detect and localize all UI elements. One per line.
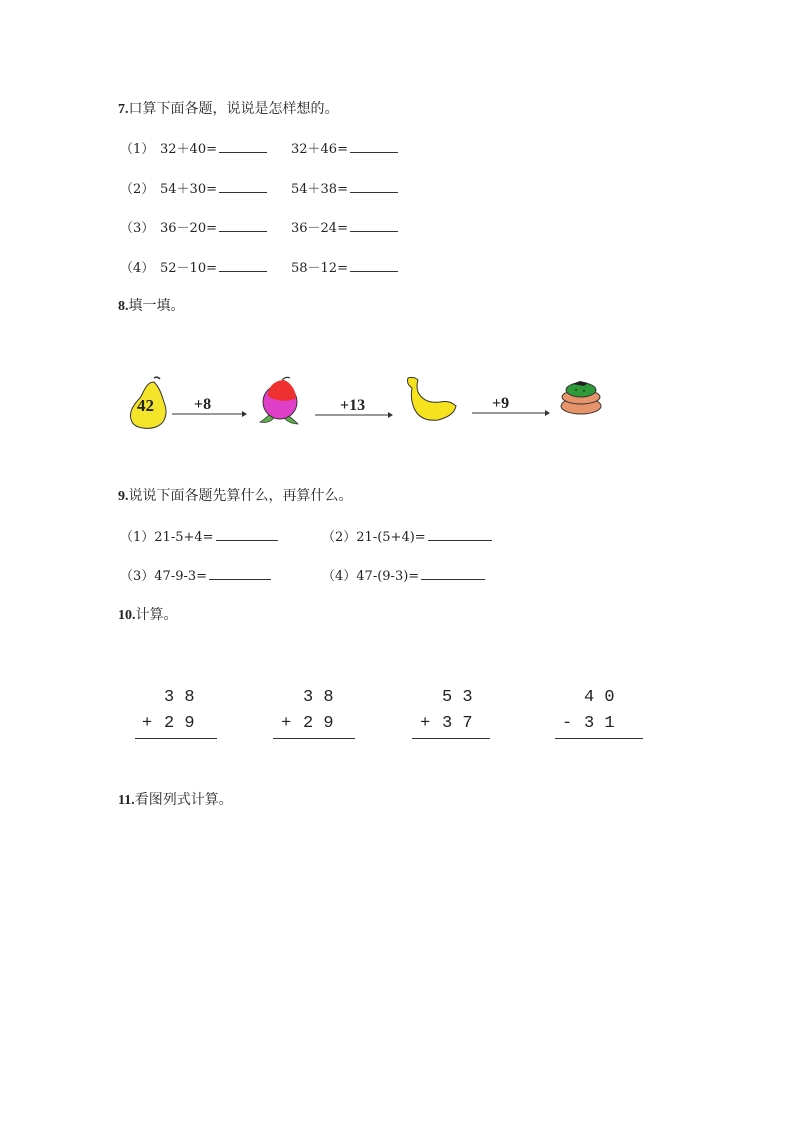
q9-number: 9. (118, 489, 129, 504)
addend-top: 5 3 (442, 688, 473, 707)
q10-number: 10. (118, 608, 136, 623)
q7-row-1 (120, 138, 398, 157)
q9-label: （2） (322, 530, 357, 545)
answer-blank[interactable] (219, 180, 267, 193)
q9-title (118, 485, 353, 505)
step-label: +13 (340, 397, 366, 414)
answer-blank[interactable] (428, 528, 492, 541)
difference-line (555, 738, 643, 739)
q7-expr: 54＋30= (160, 182, 217, 197)
answer-blank[interactable] (209, 567, 271, 580)
q7-title (118, 98, 339, 118)
q7-text: 口算下面各题，说说是怎样想的。 (128, 101, 339, 117)
answer-blank[interactable] (350, 219, 398, 232)
q9-row-2b (322, 565, 485, 584)
q7-row-label: （1） (120, 142, 155, 157)
pot-icon (558, 378, 604, 416)
q9-expr: 21-(5+4)= (356, 530, 426, 545)
operator: + (142, 714, 153, 733)
q7-number: 7. (118, 102, 129, 117)
q7-row-label: （2） (120, 182, 155, 197)
start-value: 42 (137, 396, 154, 415)
q9-label: （3） (120, 569, 155, 584)
q9-expr: 47-(9-3)= (356, 569, 420, 584)
q7-expr: 32＋40= (160, 142, 217, 157)
q7-expr: 52－10= (160, 261, 217, 276)
q8-title (118, 295, 185, 315)
q7-row-3 (120, 217, 398, 236)
q7-expr: 36－24= (290, 221, 348, 236)
banana-icon (402, 374, 458, 424)
q9-expr: 47-9-3= (154, 569, 208, 584)
q7-expr: 54＋38= (290, 182, 348, 197)
peach-icon (256, 376, 304, 428)
answer-blank[interactable] (350, 180, 398, 193)
addend-top: 3 8 (164, 688, 195, 707)
subtrahend: 3 1 (584, 714, 615, 733)
q7-row-label: （3） (120, 221, 155, 236)
arrow-1 (172, 410, 248, 418)
operator: - (562, 714, 573, 733)
q7-row-4 (120, 257, 398, 276)
addend-top: 3 8 (303, 688, 334, 707)
addend-bottom: 3 7 (442, 714, 473, 733)
q9-text: 说说下面各题先算什么，再算什么。 (128, 488, 353, 504)
answer-blank[interactable] (219, 259, 267, 272)
q11-title (118, 789, 233, 809)
q9-row-1b (322, 526, 492, 545)
sum-line (135, 738, 217, 739)
q8-number: 8. (118, 299, 129, 314)
addend-bottom: 2 9 (303, 714, 334, 733)
q7-expr: 32＋46= (290, 142, 348, 157)
sum-line (412, 738, 490, 739)
answer-blank[interactable] (421, 567, 485, 580)
q7-row-label: （4） (120, 261, 155, 276)
q7-row-2 (120, 178, 398, 197)
arrow-2 (315, 411, 395, 419)
q8-text: 填一填。 (128, 298, 185, 314)
addend-bottom: 2 9 (164, 714, 195, 733)
operator: + (281, 714, 292, 733)
q11-number: 11. (118, 793, 135, 808)
q9-expr: 21-5+4= (154, 530, 214, 545)
step-label: +8 (194, 396, 212, 413)
answer-blank[interactable] (216, 528, 278, 541)
q7-expr: 58－12= (290, 261, 348, 276)
operator: + (420, 714, 431, 733)
q10-title (118, 604, 178, 624)
q7-expr: 36－20= (160, 221, 217, 236)
arrow-3 (472, 409, 552, 417)
answer-blank[interactable] (219, 219, 267, 232)
answer-blank[interactable] (350, 259, 398, 272)
q9-row-1 (120, 526, 278, 545)
q9-label: （4） (322, 569, 357, 584)
q9-label: （1） (120, 530, 155, 545)
minuend: 4 0 (584, 688, 615, 707)
answer-blank[interactable] (350, 140, 398, 153)
sum-line (273, 738, 355, 739)
step-label: +9 (492, 395, 510, 412)
q11-text: 看图列式计算。 (134, 792, 233, 808)
q10-text: 计算。 (135, 607, 178, 623)
answer-blank[interactable] (219, 140, 267, 153)
q9-row-2 (120, 565, 271, 584)
